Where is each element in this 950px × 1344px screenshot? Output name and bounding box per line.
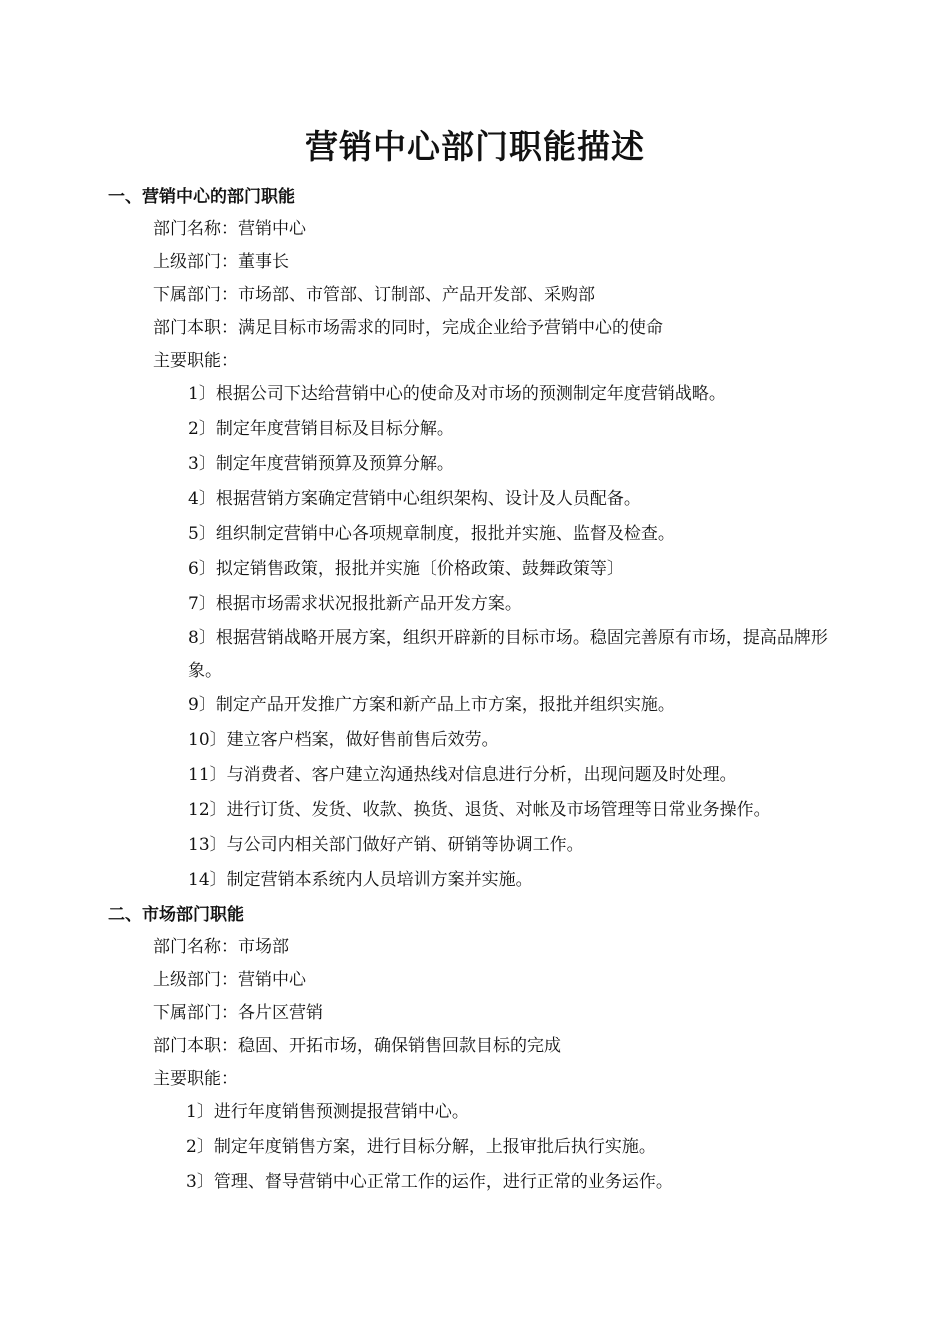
duty-item: 4〕根据营销方案确定营销中心组织架构、设计及人员配备。 [188, 489, 641, 509]
duty-item: 6〕拟定销售政策，报批并实施〔价格政策、鼓舞政策等〕 [188, 559, 624, 579]
duty-item: 1〕根据公司下达给营销中心的使命及对市场的预测制定年度营销战略。 [188, 384, 726, 404]
duty-item: 8〕根据营销战略开展方案，组织开辟新的目标市场。稳固完善原有市场，提高品牌形象。 [188, 628, 828, 681]
page-title: 营销中心部门职能描述 [305, 127, 645, 166]
duty-item: 14〕制定营销本系统内人员培训方案并实施。 [188, 870, 533, 890]
parent-dept-line: 上级部门：营销中心 [153, 970, 306, 990]
duty-item: 2〕制定年度营销目标及目标分解。 [188, 419, 454, 439]
duty-item: 13〕与公司内相关部门做好产销、研销等协调工作。 [188, 835, 584, 855]
duty-item: 3〕管理、督导营销中心正常工作的运作，进行正常的业务运作。 [186, 1172, 673, 1192]
dept-name-line: 部门名称：营销中心 [153, 219, 306, 239]
dept-mission-line: 部门本职：稳固、开拓市场，确保销售回款目标的完成 [153, 1036, 561, 1056]
duty-item: 2〕制定年度销售方案，进行目标分解，上报审批后执行实施。 [186, 1137, 656, 1157]
duty-item: 5〕组织制定营销中心各项规章制度，报批并实施、监督及检查。 [188, 524, 675, 544]
dept-name-line: 部门名称：市场部 [153, 937, 289, 957]
parent-dept-line: 上级部门：董事长 [153, 252, 289, 272]
duty-item: 10〕建立客户档案，做好售前售后效劳。 [188, 730, 499, 750]
dept-mission-line: 部门本职：满足目标市场需求的同时，完成企业给予营销中心的使命 [153, 318, 663, 338]
duty-item: 11〕与消费者、客户建立沟通热线对信息进行分析，出现问题及时处理。 [188, 765, 737, 785]
duty-item: 9〕制定产品开发推广方案和新产品上市方案，报批并组织实施。 [188, 695, 675, 715]
section-heading-market-dept: 二、市场部门职能 [108, 905, 244, 925]
duty-item: 3〕制定年度营销预算及预算分解。 [188, 454, 454, 474]
duty-item: 12〕进行订货、发货、收款、换货、退货、对帐及市场管理等日常业务操作。 [188, 800, 771, 820]
duty-item: 1〕进行年度销售预测提报营销中心。 [186, 1102, 469, 1122]
duty-item: 7〕根据市场需求状况报批新产品开发方案。 [188, 594, 522, 614]
main-duties-label: 主要职能： [153, 351, 238, 371]
sub-depts-line: 下属部门：市场部、市管部、订制部、产品开发部、采购部 [153, 285, 595, 305]
section-heading-marketing-center: 一、营销中心的部门职能 [108, 187, 295, 207]
main-duties-label: 主要职能： [153, 1069, 238, 1089]
sub-depts-line: 下属部门：各片区营销 [153, 1003, 323, 1023]
